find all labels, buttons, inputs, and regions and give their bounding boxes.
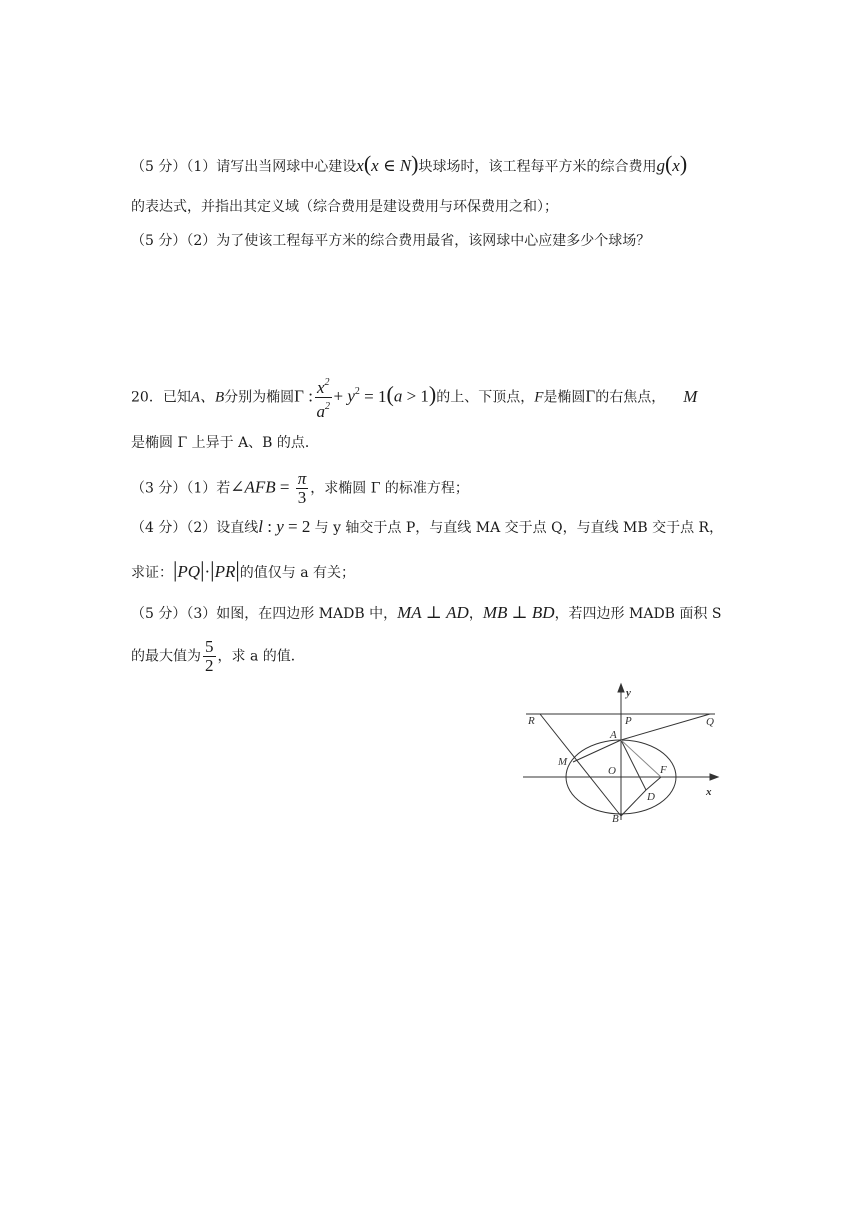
q19-part1-prefix: （5 分）（1）请写出当网球中心建设 <box>131 159 357 175</box>
q20-intro-text2: 的上、下顶点， <box>436 389 535 406</box>
q20-part2-line2: 求证：|PQ|·|PR|的值仅与 a 有关； <box>131 557 355 582</box>
q20-part1-text: ，求椭圆 Γ 的标准方程； <box>310 480 469 497</box>
q20-part3-line1: （5 分）（3）如图，在四边形 MADB 中，MA ⊥ AD，MB ⊥ BD，若四边形 MADB 面积 S <box>131 603 722 622</box>
label-P: P <box>625 715 632 727</box>
q20-intro-text4: 的右焦点， <box>595 389 666 406</box>
q20-part3-text3: ，求 a 的值． <box>217 648 305 665</box>
q20-part2-prove: 求证： <box>131 565 173 581</box>
q20-focus-F: F <box>534 389 544 406</box>
q20-part3-text: ，若四边形 MADB 面积 S <box>554 606 722 622</box>
q20-intro-text: 分别为椭圆 <box>224 389 295 406</box>
q20-part1: （3 分）（1）若∠AFB = $\frac{\pi}{3}$ ，求椭圆 Γ 的标准方程； <box>131 469 469 507</box>
q20-part2-text: 与 y 轴交于点 P，与直线 MA 交于点 Q，与直线 MB 交于点 R， <box>314 520 724 536</box>
q20-number: 20．已知 <box>131 389 191 406</box>
line-AD <box>621 740 646 790</box>
q20-part2-text2: 的值仅与 a 有关； <box>239 565 355 581</box>
x-axis-arrow <box>710 774 718 780</box>
line-DB <box>621 790 646 816</box>
q20-part3-prefix: （5 分）（3）如图，在四边形 MADB 中， <box>131 606 398 622</box>
q20-part3-line2 <box>131 638 305 675</box>
q20-part1-prefix: （3 分）（1）若 <box>131 480 231 497</box>
y-axis-arrow <box>618 684 624 692</box>
q19-part1-text: 块球场时，该工程每平方米的综合费用 <box>418 159 657 175</box>
label-Q: Q <box>706 716 714 728</box>
ellipse-figure <box>518 682 728 822</box>
q20-points-AB: A、B <box>190 389 225 406</box>
label-B: B <box>612 813 619 822</box>
line-FD <box>646 777 661 790</box>
q20-line2: 是椭圆 Γ 上异于 A、B 的点． <box>131 435 319 451</box>
q20-part2-prefix: （4 分）（2）设直线 <box>131 520 259 536</box>
math-ellipse-eq: Γ : <box>294 386 313 406</box>
label-x: x <box>706 786 712 798</box>
label-M: M <box>558 756 568 768</box>
q19-part1-line1: （5 分）（1）请写出当网球中心建设x(x ∈ N)块球场时，该工程每平方米的综合费用g(x) <box>131 151 688 176</box>
q20-part3-text2: 的最大值为 <box>131 648 201 665</box>
label-F: F <box>660 764 667 776</box>
q20-intro: 20．已知A、B分别为椭圆Γ : $\frac{x^2}{a^2}$ + $y^2 = 1(a > 1)$的上、下顶点，F是椭圆Γ的右焦点， M <box>131 374 697 421</box>
label-R: R <box>528 715 535 727</box>
label-A: A <box>610 729 617 741</box>
q19-part1-line2: 的表达式，并指出其定义域（综合费用是建设费用与环保费用之和）； <box>131 199 558 215</box>
math-g-x: g <box>656 156 665 175</box>
label-D: D <box>647 791 655 803</box>
label-O: O <box>608 765 616 777</box>
math-frac-x2-a2: $\frac{x^2}{a^2}$ <box>315 374 332 421</box>
label-y: y <box>626 687 631 699</box>
math-frac-5-2: $\frac{5}{2}$ <box>205 637 214 675</box>
math-x-in-N: x <box>356 156 364 175</box>
math-frac-pi-3: $\frac{\pi}{3}$ <box>297 469 307 507</box>
line-AQ <box>621 714 710 740</box>
q20-intro-text3: 是椭圆 <box>543 389 586 406</box>
q20-part2-line1: （4 分）（2）设直线l : y = 2 与 y 轴交于点 P，与直线 MA 交于点 Q，与直线 MB 交于点 R， <box>131 517 724 536</box>
line-AF <box>621 740 661 777</box>
q19-part2: （5 分）（2）为了使该工程每平方米的综合费用最省，该网球中心应建多少个球场？ <box>131 233 651 249</box>
